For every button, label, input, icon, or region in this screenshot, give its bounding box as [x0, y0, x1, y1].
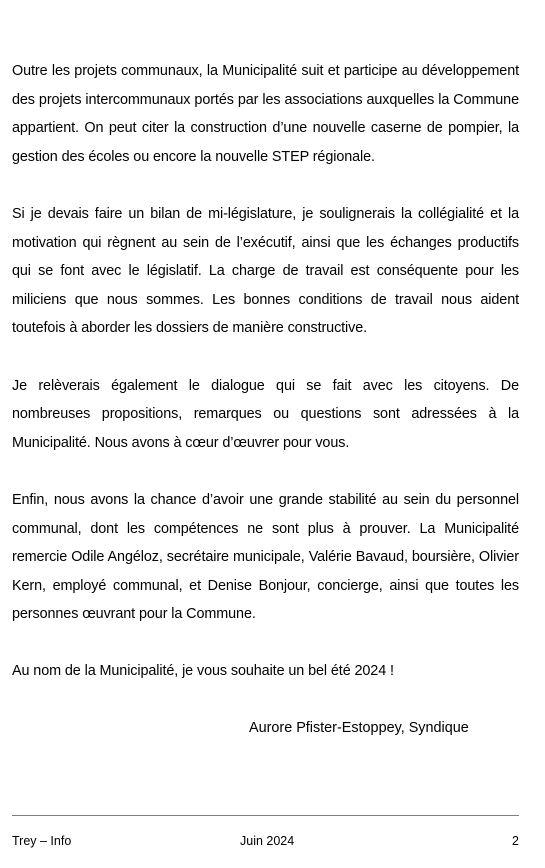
footer-date: Juin 2024	[240, 834, 295, 848]
paragraph-summer-wishes: Au nom de la Municipalité, je vous souhaite un bel été 2024 !	[12, 663, 394, 680]
paragraph-mid-term-review: Si je devais faire un bilan de mi-législature, je soulignerais la collégialité et la motivation qui règnent au sein de l’exécutif, ainsi que les échanges productifs qui se font avec le législatif. La charge de travail est conséquente pour les miliciens que nous sommes. Les bonnes conditions de travail nous aident toutefois à aborder les dossiers de manière constructive.	[12, 205, 519, 337]
signature: Aurore Pfister-Estoppey, Syndique	[249, 720, 469, 736]
page-footer	[12, 831, 519, 851]
footer-publication: Trey – Info	[12, 834, 72, 848]
letter-body	[12, 57, 519, 715]
footer-divider	[12, 815, 519, 816]
paragraph-intercommunal-projects: Outre les projets communaux, la Municipalité suit et participe au développement des projets intercommunaux portés par les associations auxquelles la Commune appartient. On peut citer la construction d’une nouvelle caserne de pompier, la gestion des écoles ou encore la nouvelle STEP régionale.	[12, 63, 519, 165]
paragraph-citizen-dialogue: Je relèverais également le dialogue qui se fait avec les citoyens. De nombreuses propositions, remarques ou questions sont adressées à la Municipalité. Nous avons à cœur d’œuvrer pour vous.	[12, 377, 519, 451]
paragraph-staff-thanks: Enfin, nous avons la chance d’avoir une grande stabilité au sein du personnel communal, dont les compétences ne sont plus à prouver. La Municipalité remercie Odile Angéloz, secrétaire municipale, Valérie Bavaud, boursière, Olivier Kern, employé communal, et Denise Bonjour, concierge, ainsi que toutes les personnes œuvrant pour la Commune.	[12, 491, 519, 623]
footer-page-number: 2	[512, 834, 519, 848]
